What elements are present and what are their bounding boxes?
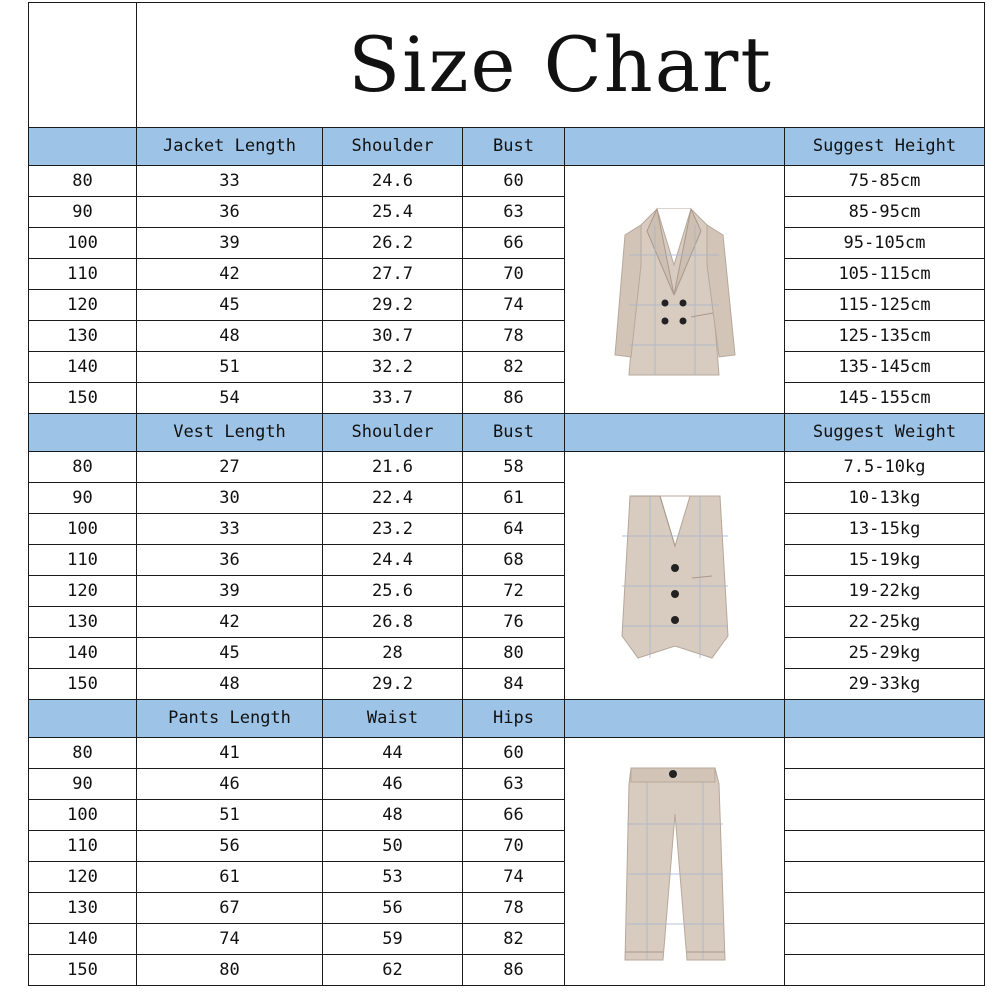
table-row [29, 290, 985, 321]
jacket-suggest-cell: 115-125cm [785, 290, 985, 321]
jacket-cell: 82 [463, 352, 565, 383]
vest-cell: 84 [463, 669, 565, 700]
vest-cell: 21.6 [323, 452, 463, 483]
jacket-cell: 60 [463, 166, 565, 197]
vest-cell: 22.4 [323, 483, 463, 514]
pants-cell: 130 [29, 893, 137, 924]
table-row [29, 800, 985, 831]
pants-cell: 51 [137, 800, 323, 831]
pants-image-cell [565, 738, 785, 986]
jacket-cell: 74 [463, 290, 565, 321]
table-row [29, 514, 985, 545]
jacket-cell: 54 [137, 383, 323, 414]
table-row [29, 166, 985, 197]
vest-cell: 68 [463, 545, 565, 576]
table-row [29, 259, 985, 290]
vest-header-row [29, 414, 985, 452]
jacket-cell: 86 [463, 383, 565, 414]
vest-header-cell [565, 414, 785, 452]
vest-cell: 25.6 [323, 576, 463, 607]
table-row [29, 769, 985, 800]
title-cell [137, 3, 985, 128]
table-row [29, 669, 985, 700]
pants-cell: 74 [463, 862, 565, 893]
pants-suggest-cell [785, 924, 985, 955]
vest-cell: 58 [463, 452, 565, 483]
pants-cell: 110 [29, 831, 137, 862]
table-row [29, 924, 985, 955]
pants-cell: 41 [137, 738, 323, 769]
jacket-cell: 70 [463, 259, 565, 290]
jacket-cell: 25.4 [323, 197, 463, 228]
vest-suggest-cell: 29-33kg [785, 669, 985, 700]
table-row [29, 452, 985, 483]
vest-cell: 140 [29, 638, 137, 669]
pants-header-cell [785, 700, 985, 738]
pants-header-cell: Waist [323, 700, 463, 738]
table-row [29, 831, 985, 862]
pants-header-cell [29, 700, 137, 738]
pants-cell: 48 [323, 800, 463, 831]
pants-cell: 90 [29, 769, 137, 800]
vest-cell: 42 [137, 607, 323, 638]
pants-suggest-cell [785, 831, 985, 862]
vest-cell: 33 [137, 514, 323, 545]
vest-cell: 26.8 [323, 607, 463, 638]
vest-suggest-cell: 13-15kg [785, 514, 985, 545]
vest-cell: 76 [463, 607, 565, 638]
pants-cell: 67 [137, 893, 323, 924]
table-row [29, 955, 985, 986]
jacket-header-cell [29, 128, 137, 166]
pants-cell: 56 [323, 893, 463, 924]
table-row [29, 893, 985, 924]
jacket-cell: 150 [29, 383, 137, 414]
jacket-cell: 30.7 [323, 321, 463, 352]
vest-cell: 39 [137, 576, 323, 607]
pants-header-row [29, 700, 985, 738]
vest-cell: 30 [137, 483, 323, 514]
pants-cell: 46 [137, 769, 323, 800]
table-row [29, 738, 985, 769]
pants-cell: 63 [463, 769, 565, 800]
pants-cell: 66 [463, 800, 565, 831]
jacket-cell: 110 [29, 259, 137, 290]
jacket-cell: 24.6 [323, 166, 463, 197]
pants-cell: 140 [29, 924, 137, 955]
checked-jacket-icon [595, 195, 755, 385]
jacket-cell: 100 [29, 228, 137, 259]
jacket-cell: 36 [137, 197, 323, 228]
vest-cell: 48 [137, 669, 323, 700]
jacket-cell: 48 [137, 321, 323, 352]
jacket-cell: 90 [29, 197, 137, 228]
jacket-cell: 78 [463, 321, 565, 352]
jacket-suggest-cell: 75-85cm [785, 166, 985, 197]
vest-cell: 130 [29, 607, 137, 638]
jacket-suggest-cell: 135-145cm [785, 352, 985, 383]
jacket-image-cell [565, 166, 785, 414]
vest-cell: 28 [323, 638, 463, 669]
vest-cell: 110 [29, 545, 137, 576]
pants-header-cell [565, 700, 785, 738]
jacket-suggest-cell: 85-95cm [785, 197, 985, 228]
jacket-header-row [29, 128, 985, 166]
vest-cell: 90 [29, 483, 137, 514]
jacket-cell: 39 [137, 228, 323, 259]
table-row [29, 545, 985, 576]
jacket-cell: 63 [463, 197, 565, 228]
jacket-cell: 130 [29, 321, 137, 352]
vest-suggest-cell: 15-19kg [785, 545, 985, 576]
jacket-cell: 32.2 [323, 352, 463, 383]
pants-cell: 70 [463, 831, 565, 862]
jacket-header-cell: Suggest Height [785, 128, 985, 166]
vest-suggest-cell: 25-29kg [785, 638, 985, 669]
pants-suggest-cell [785, 800, 985, 831]
table-row [29, 862, 985, 893]
jacket-suggest-cell: 125-135cm [785, 321, 985, 352]
jacket-cell: 26.2 [323, 228, 463, 259]
pants-cell: 80 [29, 738, 137, 769]
table-row [29, 383, 985, 414]
jacket-header-cell: Bust [463, 128, 565, 166]
vest-cell: 72 [463, 576, 565, 607]
checked-vest-icon [600, 486, 750, 666]
vest-cell: 23.2 [323, 514, 463, 545]
pants-cell: 80 [137, 955, 323, 986]
vest-header-cell: Suggest Weight [785, 414, 985, 452]
vest-cell: 45 [137, 638, 323, 669]
vest-cell: 24.4 [323, 545, 463, 576]
pants-cell: 60 [463, 738, 565, 769]
jacket-cell: 120 [29, 290, 137, 321]
pants-cell: 56 [137, 831, 323, 862]
pants-cell: 82 [463, 924, 565, 955]
vest-suggest-cell: 19-22kg [785, 576, 985, 607]
title-corner-cell [29, 3, 137, 128]
pants-header-cell: Hips [463, 700, 565, 738]
pants-cell: 120 [29, 862, 137, 893]
vest-cell: 36 [137, 545, 323, 576]
pants-cell: 59 [323, 924, 463, 955]
pants-cell: 50 [323, 831, 463, 862]
vest-cell: 61 [463, 483, 565, 514]
pants-suggest-cell [785, 955, 985, 986]
vest-suggest-cell: 22-25kg [785, 607, 985, 638]
jacket-cell: 140 [29, 352, 137, 383]
vest-suggest-cell: 10-13kg [785, 483, 985, 514]
pants-suggest-cell [785, 893, 985, 924]
vest-cell: 100 [29, 514, 137, 545]
jacket-header-cell: Shoulder [323, 128, 463, 166]
vest-cell: 64 [463, 514, 565, 545]
vest-cell: 27 [137, 452, 323, 483]
table-row [29, 321, 985, 352]
vest-suggest-cell: 7.5-10kg [785, 452, 985, 483]
pants-cell: 61 [137, 862, 323, 893]
jacket-suggest-cell: 105-115cm [785, 259, 985, 290]
jacket-cell: 51 [137, 352, 323, 383]
vest-header-cell: Vest Length [137, 414, 323, 452]
vest-cell: 29.2 [323, 669, 463, 700]
pants-suggest-cell [785, 769, 985, 800]
jacket-cell: 42 [137, 259, 323, 290]
pants-cell: 78 [463, 893, 565, 924]
size-chart-table [28, 2, 985, 986]
jacket-cell: 33 [137, 166, 323, 197]
vest-cell: 80 [463, 638, 565, 669]
jacket-cell: 80 [29, 166, 137, 197]
vest-image-cell [565, 452, 785, 700]
jacket-cell: 29.2 [323, 290, 463, 321]
pants-cell: 44 [323, 738, 463, 769]
pants-cell: 150 [29, 955, 137, 986]
vest-cell: 80 [29, 452, 137, 483]
jacket-suggest-cell: 95-105cm [785, 228, 985, 259]
pants-header-cell: Pants Length [137, 700, 323, 738]
table-row [29, 228, 985, 259]
vest-cell: 150 [29, 669, 137, 700]
pants-cell: 46 [323, 769, 463, 800]
jacket-header-cell: Jacket Length [137, 128, 323, 166]
jacket-cell: 66 [463, 228, 565, 259]
pants-cell: 86 [463, 955, 565, 986]
pants-cell: 53 [323, 862, 463, 893]
vest-cell: 120 [29, 576, 137, 607]
table-row [29, 576, 985, 607]
table-row [29, 638, 985, 669]
table-row [29, 607, 985, 638]
table-row [29, 197, 985, 228]
jacket-header-cell [565, 128, 785, 166]
jacket-suggest-cell: 145-155cm [785, 383, 985, 414]
vest-header-cell [29, 414, 137, 452]
pants-cell: 100 [29, 800, 137, 831]
page-title: Size Chart [348, 20, 773, 109]
pants-cell: 74 [137, 924, 323, 955]
table-row [29, 483, 985, 514]
table-row [29, 352, 985, 383]
jacket-cell: 27.7 [323, 259, 463, 290]
vest-header-cell: Shoulder [323, 414, 463, 452]
pants-cell: 62 [323, 955, 463, 986]
vest-header-cell: Bust [463, 414, 565, 452]
jacket-cell: 45 [137, 290, 323, 321]
pants-suggest-cell [785, 862, 985, 893]
jacket-cell: 33.7 [323, 383, 463, 414]
title-row [29, 3, 985, 128]
pants-suggest-cell [785, 738, 985, 769]
checked-pants-icon [603, 754, 747, 970]
